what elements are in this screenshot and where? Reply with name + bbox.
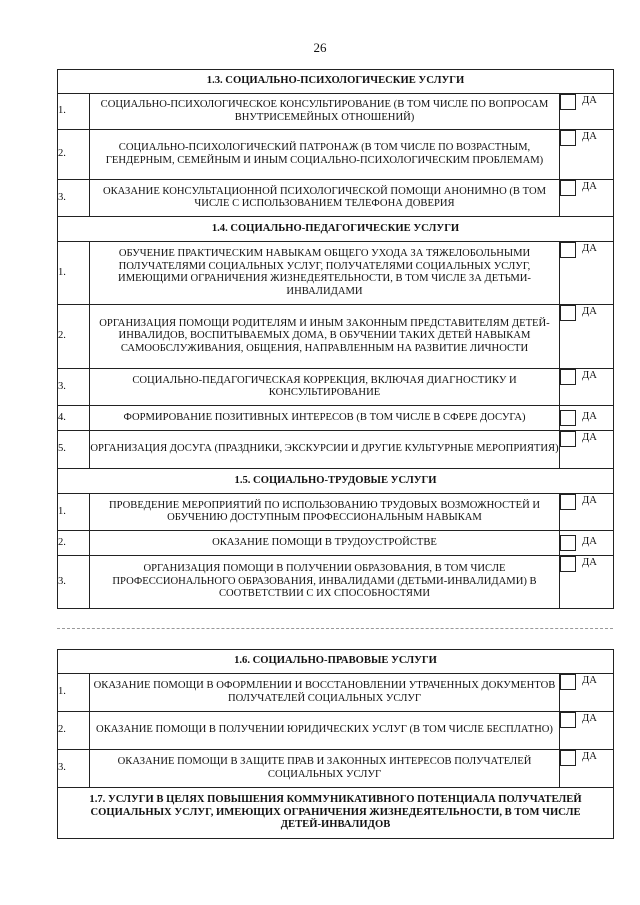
checkbox-box[interactable] <box>560 431 576 447</box>
checkbox-label: ДА <box>582 370 597 381</box>
checkbox-label: ДА <box>582 131 597 142</box>
checkbox-box[interactable] <box>560 305 576 321</box>
row-number: 3. <box>58 556 90 609</box>
service-text: ОКАЗАНИЕ ПОМОЩИ В ЗАЩИТЕ ПРАВ И ЗАКОННЫХ ИНТЕРЕСОВ ПОЛУЧАТЕЛЕЙ СОЦИАЛЬНЫХ УСЛУГ <box>90 750 560 788</box>
row-number: 2. <box>58 305 90 369</box>
checkbox-label: ДА <box>582 432 597 443</box>
row-number: 2. <box>58 712 90 750</box>
row-number: 3. <box>58 369 90 406</box>
yes-checkbox[interactable] <box>560 242 614 305</box>
yes-checkbox[interactable] <box>560 531 614 556</box>
service-text: ОРГАНИЗАЦИЯ ПОМОЩИ РОДИТЕЛЯМ И ИНЫМ ЗАКОННЫМ ПРЕДСТАВИТЕЛЯМ ДЕТЕЙ-ИНВАЛИДОВ, ВОСПИТЫВАЕМЫХ ДОМА, В ОБУЧЕНИИ ТАКИХ ДЕТЕЙ НАВЫКАМ САМООБСЛУЖИВАНИЯ, ОБЩЕНИЯ, НАПРАВЛЕННЫМ НА РАЗВИТИЕ ЛИЧНОСТИ <box>90 305 560 369</box>
row-number: 1. <box>58 94 90 130</box>
service-text: СОЦИАЛЬНО-ПСИХОЛОГИЧЕСКИЙ ПАТРОНАЖ (В ТОМ ЧИСЛЕ ПО ВОЗРАСТНЫМ, ГЕНДЕРНЫМ, СЕМЕЙНЫМ И ИНЫМ СОЦИАЛЬНО-ПСИХОЛОГИЧЕСКИМ ПРОБЛЕМАМ) <box>90 130 560 180</box>
yes-checkbox[interactable] <box>560 674 614 712</box>
row-number: 2. <box>58 130 90 180</box>
yes-checkbox[interactable] <box>560 494 614 531</box>
yes-checkbox[interactable] <box>560 556 614 609</box>
yes-checkbox[interactable] <box>560 94 614 130</box>
checkbox-label: ДА <box>582 243 597 254</box>
service-text: ОКАЗАНИЕ ПОМОЩИ В ПОЛУЧЕНИИ ЮРИДИЧЕСКИХ УСЛУГ (В ТОМ ЧИСЛЕ БЕСПЛАТНО) <box>90 712 560 750</box>
section-title: 1.5. СОЦИАЛЬНО-ТРУДОВЫЕ УСЛУГИ <box>58 469 614 494</box>
checkbox-label: ДА <box>582 713 597 724</box>
yes-checkbox[interactable] <box>560 369 614 406</box>
yes-checkbox[interactable] <box>560 431 614 469</box>
yes-checkbox[interactable] <box>560 750 614 788</box>
yes-checkbox[interactable] <box>560 130 614 180</box>
service-text: ОКАЗАНИЕ КОНСУЛЬТАЦИОННОЙ ПСИХОЛОГИЧЕСКОЙ ПОМОЩИ АНОНИМНО (В ТОМ ЧИСЛЕ С ИСПОЛЬЗОВАНИЕМ ТЕЛЕФОНА ДОВЕРИЯ <box>90 180 560 217</box>
service-text: ПРОВЕДЕНИЕ МЕРОПРИЯТИЙ ПО ИСПОЛЬЗОВАНИЮ ТРУДОВЫХ ВОЗМОЖНОСТЕЙ И ОБУЧЕНИЮ ДОСТУПНЫМ ПРОФЕССИОНАЛЬНЫМ НАВЫКАМ <box>90 494 560 531</box>
row-number: 1. <box>58 242 90 305</box>
checkbox-box[interactable] <box>560 712 576 728</box>
checkbox-box[interactable] <box>560 369 576 385</box>
checkbox-box[interactable] <box>560 242 576 258</box>
service-text: ОБУЧЕНИЕ ПРАКТИЧЕСКИМ НАВЫКАМ ОБЩЕГО УХОДА ЗА ТЯЖЕЛОБОЛЬНЫМИ ПОЛУЧАТЕЛЯМИ СОЦИАЛЬНЫХ УСЛУГ, ПОЛУЧАТЕЛЯМИ СОЦИАЛЬНЫХ УСЛУГ, ИМЕЮЩИМИ ОГРАНИЧЕНИЯ ЖИЗНЕДЕЯТЕЛЬНОСТИ, В ТОМ ЧИСЛЕ ЗА ДЕТЬМИ-ИНВАЛИДАМИ <box>90 242 560 305</box>
checkbox-box[interactable] <box>560 556 576 572</box>
service-text: ОКАЗАНИЕ ПОМОЩИ В ОФОРМЛЕНИИ И ВОССТАНОВЛЕНИИ УТРАЧЕННЫХ ДОКУМЕНТОВ ПОЛУЧАТЕЛЕЙ СОЦИАЛЬНЫХ УСЛУГ <box>90 674 560 712</box>
yes-checkbox[interactable] <box>560 180 614 217</box>
checkbox-box[interactable] <box>560 750 576 766</box>
checkbox-label: ДА <box>582 181 597 192</box>
service-text: ОКАЗАНИЕ ПОМОЩИ В ТРУДОУСТРОЙСТВЕ <box>90 531 560 556</box>
page-break-divider <box>57 628 613 629</box>
row-number: 3. <box>58 180 90 217</box>
checkbox-label: ДА <box>582 95 597 106</box>
service-text: ОРГАНИЗАЦИЯ ДОСУГА (ПРАЗДНИКИ, ЭКСКУРСИИ И ДРУГИЕ КУЛЬТУРНЫЕ МЕРОПРИЯТИЯ) <box>90 431 560 469</box>
row-number: 3. <box>58 750 90 788</box>
checkbox-box[interactable] <box>560 674 576 690</box>
checkbox-label: ДА <box>582 411 597 422</box>
section-title: 1.7. УСЛУГИ В ЦЕЛЯХ ПОВЫШЕНИЯ КОММУНИКАТИВНОГО ПОТЕНЦИАЛА ПОЛУЧАТЕЛЕЙ СОЦИАЛЬНЫХ УСЛУГ, ИМЕЮЩИХ ОГРАНИЧЕНИЯ ЖИЗНЕДЕЯТЕЛЬНОСТИ, В ТОМ ЧИСЛЕ ДЕТЕЙ-ИНВАЛИДОВ <box>58 788 614 839</box>
yes-checkbox[interactable] <box>560 712 614 750</box>
checkbox-box[interactable] <box>560 535 576 551</box>
service-text: СОЦИАЛЬНО-ПСИХОЛОГИЧЕСКОЕ КОНСУЛЬТИРОВАНИЕ (В ТОМ ЧИСЛЕ ПО ВОПРОСАМ ВНУТРИСЕМЕЙНЫХ ОТНОШЕНИЙ) <box>90 94 560 130</box>
section-title: 1.6. СОЦИАЛЬНО-ПРАВОВЫЕ УСЛУГИ <box>58 650 614 674</box>
section-title: 1.4. СОЦИАЛЬНО-ПЕДАГОГИЧЕСКИЕ УСЛУГИ <box>58 217 614 242</box>
service-text: СОЦИАЛЬНО-ПЕДАГОГИЧЕСКАЯ КОРРЕКЦИЯ, ВКЛЮЧАЯ ДИАГНОСТИКУ И КОНСУЛЬТИРОВАНИЕ <box>90 369 560 406</box>
checkbox-box[interactable] <box>560 410 576 426</box>
checkbox-label: ДА <box>582 306 597 317</box>
row-number: 4. <box>58 406 90 431</box>
checkbox-box[interactable] <box>560 130 576 146</box>
section-title: 1.3. СОЦИАЛЬНО-ПСИХОЛОГИЧЕСКИЕ УСЛУГИ <box>58 70 614 94</box>
checkbox-box[interactable] <box>560 94 576 110</box>
services-table-1 <box>57 69 614 609</box>
checkbox-label: ДА <box>582 751 597 762</box>
checkbox-label: ДА <box>582 536 597 547</box>
checkbox-box[interactable] <box>560 180 576 196</box>
row-number: 5. <box>58 431 90 469</box>
row-number: 2. <box>58 531 90 556</box>
checkbox-label: ДА <box>582 557 597 568</box>
service-text: ФОРМИРОВАНИЕ ПОЗИТИВНЫХ ИНТЕРЕСОВ (В ТОМ ЧИСЛЕ В СФЕРЕ ДОСУГА) <box>90 406 560 431</box>
yes-checkbox[interactable] <box>560 406 614 431</box>
checkbox-label: ДА <box>582 495 597 506</box>
yes-checkbox[interactable] <box>560 305 614 369</box>
checkbox-box[interactable] <box>560 494 576 510</box>
services-table-2 <box>57 649 614 839</box>
checkbox-label: ДА <box>582 675 597 686</box>
page-number: 26 <box>313 40 327 55</box>
service-text: ОРГАНИЗАЦИЯ ПОМОЩИ В ПОЛУЧЕНИИ ОБРАЗОВАНИЯ, В ТОМ ЧИСЛЕ ПРОФЕССИОНАЛЬНОГО ОБРАЗОВАНИЯ, ИНВАЛИДАМИ (ДЕТЬМИ-ИНВАЛИДАМИ) В СООТВЕТСТВИИ С ИХ СПОСОБНОСТЯМИ <box>90 556 560 609</box>
row-number: 1. <box>58 674 90 712</box>
row-number: 1. <box>58 494 90 531</box>
